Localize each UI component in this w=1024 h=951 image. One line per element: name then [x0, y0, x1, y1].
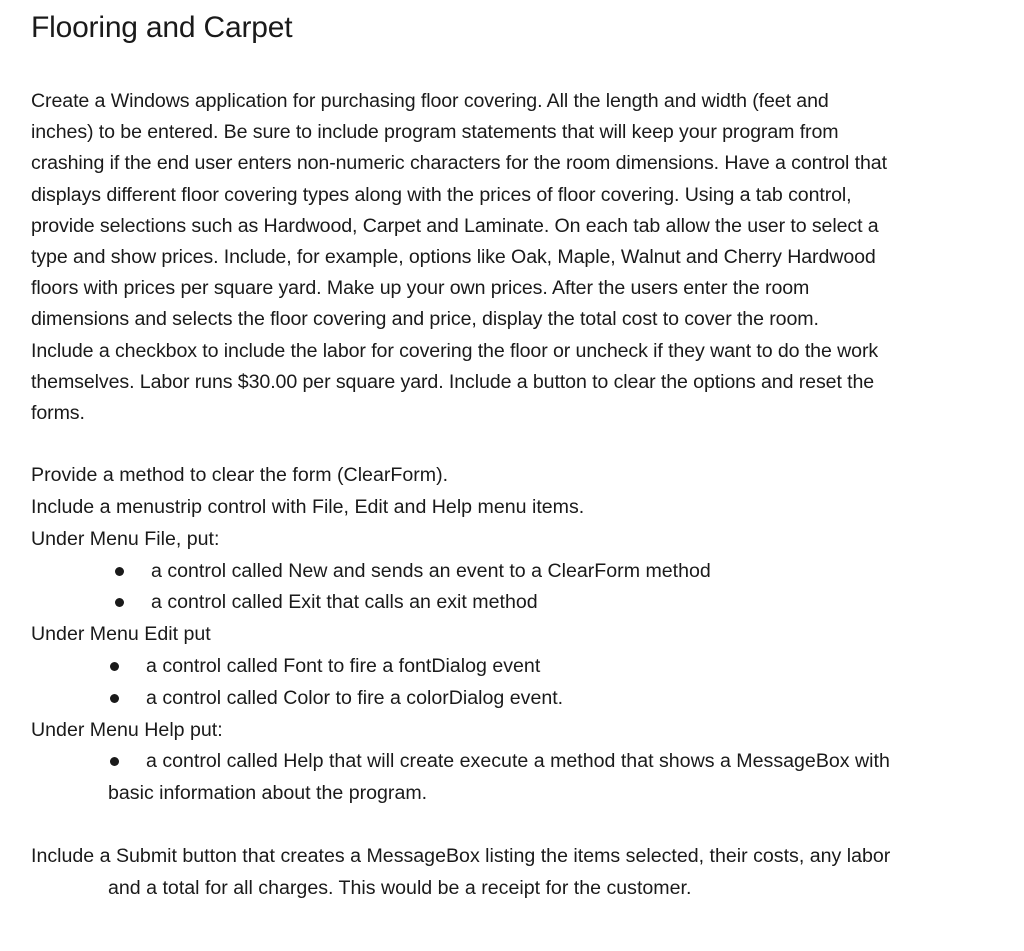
intro-line: forms. [31, 402, 85, 425]
menustrip-text: Include a menustrip control with File, Edit and Help menu items. [31, 496, 585, 519]
list-item-text: a control called Font to fire a fontDialog event [146, 655, 541, 678]
file-menu-list [31, 556, 1006, 620]
intro-line: Include a checkbox to include the labor for covering the floor or uncheck if they want to do the work [31, 339, 879, 362]
clear-form-text: Provide a method to clear the form (ClearForm). [31, 464, 449, 487]
edit-menu-heading: Under Menu Edit put [31, 623, 211, 646]
list-item-text: a control called Exit that calls an exit method [151, 591, 538, 614]
file-menu-heading: Under Menu File, put: [31, 527, 220, 550]
intro-paragraph [31, 86, 1006, 429]
intro-line: crashing if the end user enters non-numeric characters for the room dimensions. Have a control that [31, 152, 887, 175]
list-item [31, 587, 1006, 619]
intro-line: provide selections such as Hardwood, Carpet and Laminate. On each tab allow the user to select a [31, 214, 879, 237]
list-item [31, 556, 1006, 588]
list-item [31, 746, 1006, 810]
edit-menu-list [31, 651, 1006, 715]
intro-line: Create a Windows application for purchasing floor covering. All the length and width (feet and [31, 90, 829, 112]
submit-line: Include a Submit button that creates a MessageBox listing the items selected, their costs, any labor [31, 845, 891, 867]
intro-line: type and show prices. Include, for example, options like Oak, Maple, Walnut and Cherry Hardwood [31, 246, 876, 269]
list-item [31, 683, 1006, 715]
bullet-icon [115, 567, 124, 576]
help-menu-heading: Under Menu Help put: [31, 718, 223, 741]
bullet-icon [110, 694, 119, 703]
bullet-icon [115, 598, 124, 607]
page-title: Flooring and Carpet [31, 11, 293, 44]
bullet-icon [110, 662, 119, 671]
intro-line: dimensions and selects the floor covering and price, display the total cost to cover the room. [31, 308, 819, 331]
list-item-text: a control called New and sends an event to a ClearForm method [151, 559, 711, 582]
list-item-text: a control called Color to fire a colorDialog event. [146, 686, 564, 709]
intro-line: displays different floor covering types along with the prices of floor covering. Using a tab control, [31, 183, 852, 206]
list-item-text: a control called Help that will create execute a method that shows a MessageBox with [146, 750, 890, 773]
intro-line: floors with prices per square yard. Make up your own prices. After the users enter the room [31, 277, 810, 300]
intro-line: inches) to be entered. Be sure to include program statements that will keep your program from [31, 121, 839, 144]
submit-paragraph [31, 841, 1006, 905]
list-item [31, 651, 1006, 683]
submit-line: and a total for all charges. This would be a receipt for the customer. [108, 876, 692, 899]
list-item-text-continued: basic information about the program. [108, 782, 428, 805]
intro-line: themselves. Labor runs $30.00 per square yard. Include a button to clear the options and reset the [31, 370, 875, 393]
document-page [31, 8, 1006, 905]
